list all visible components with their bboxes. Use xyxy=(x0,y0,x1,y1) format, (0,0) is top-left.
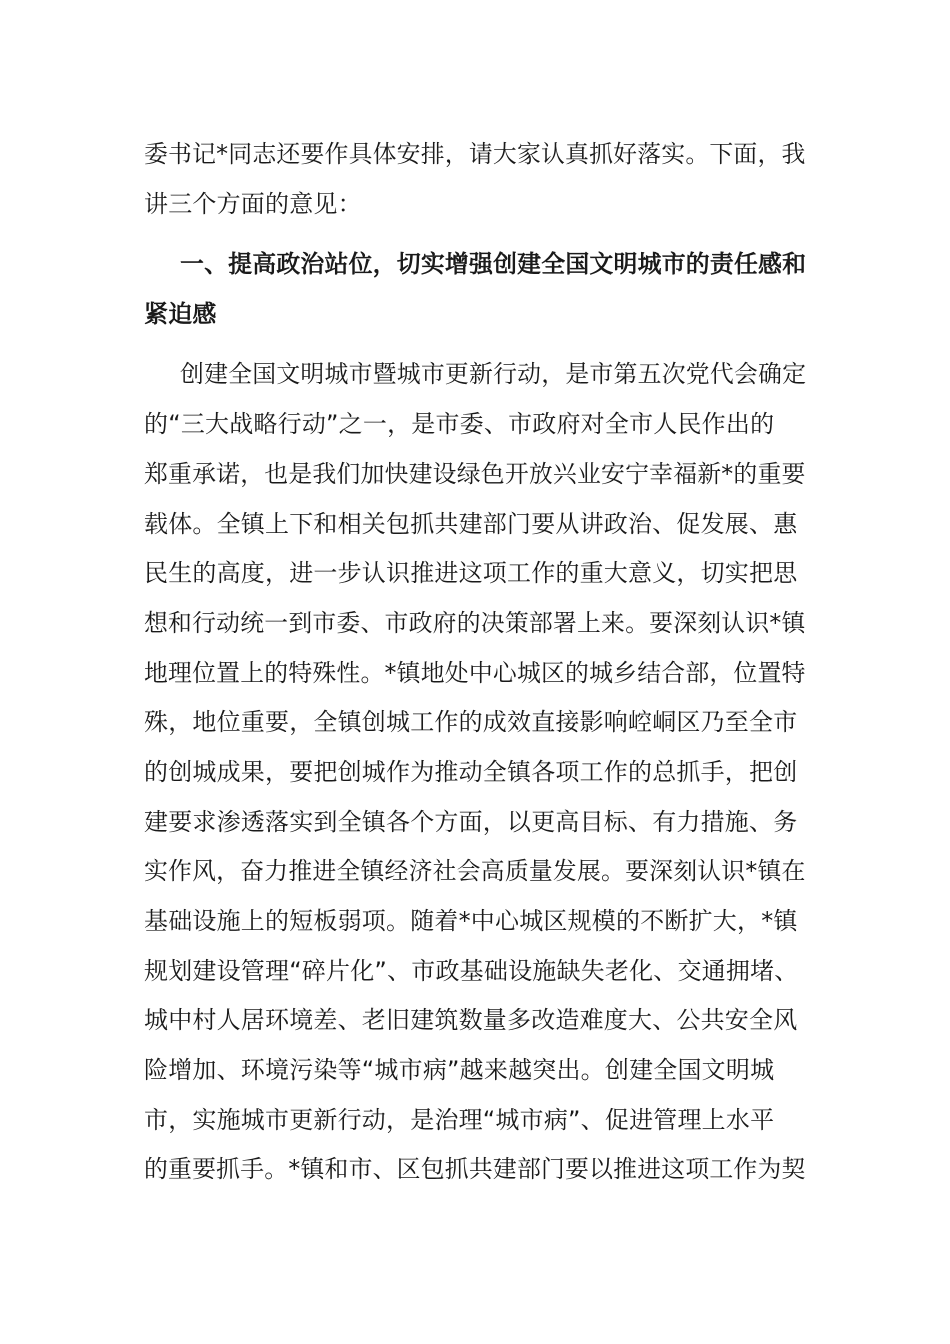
text-line: 基础设施上的短板弱项。随着*中心城区规模的不断扩大，*镇 xyxy=(144,907,798,935)
text-line: 市，实施城市更新行动，是治理“城市病”、促进管理上水平 xyxy=(144,1106,775,1134)
text-line: 民生的高度，进一步认识推进这项工作的重大意义，切实把思 xyxy=(144,559,798,587)
text-line: 讲三个方面的意见： xyxy=(144,190,362,218)
section-heading: 紧迫感 xyxy=(144,300,217,328)
text-line: 殊，地位重要，全镇创城工作的成效直接影响崆峒区乃至全市 xyxy=(144,708,798,736)
text-line: 的重要抓手。*镇和市、区包抓共建部门要以推进这项工作为契 xyxy=(144,1155,806,1183)
text-line: 委书记*同志还要作具体安排，请大家认真抓好落实。下面，我 xyxy=(144,140,806,168)
text-line: 郑重承诺，也是我们加快建设绿色开放兴业安宁幸福新*的重要 xyxy=(144,460,806,488)
text-line: 的创城成果，要把创城作为推动全镇各项工作的总抓手，把创 xyxy=(144,758,798,786)
text-line: 实作风，奋力推进全镇经济社会高质量发展。要深刻认识*镇在 xyxy=(144,857,806,885)
text-line: 规划建设管理“碎片化”、市政基础设施缺失老化、交通拥堵、 xyxy=(144,957,799,985)
text-line: 创建全国文明城市暨城市更新行动，是市第五次党代会确定 xyxy=(180,360,807,388)
text-line: 地理位置上的特殊性。*镇地处中心城区的城乡结合部，位置特 xyxy=(144,659,806,687)
text-line: 想和行动统一到市委、市政府的决策部署上来。要深刻认识*镇 xyxy=(144,609,806,637)
text-line: 载体。全镇上下和相关包抓共建部门要从讲政治、促发展、惠 xyxy=(144,510,798,538)
text-line: 的“三大战略行动”之一，是市委、市政府对全市人民作出的 xyxy=(144,410,775,438)
text-line: 城中村人居环境差、老旧建筑数量多改造难度大、公共安全风 xyxy=(144,1006,798,1034)
text-line: 险增加、环境污染等“城市病”越来越突出。创建全国文明城 xyxy=(144,1056,775,1084)
section-heading: 一、提高政治站位，切实增强创建全国文明城市的责任感和 xyxy=(180,250,807,278)
text-line: 建要求渗透落实到全镇各个方面，以更高目标、有力措施、务 xyxy=(144,808,798,836)
